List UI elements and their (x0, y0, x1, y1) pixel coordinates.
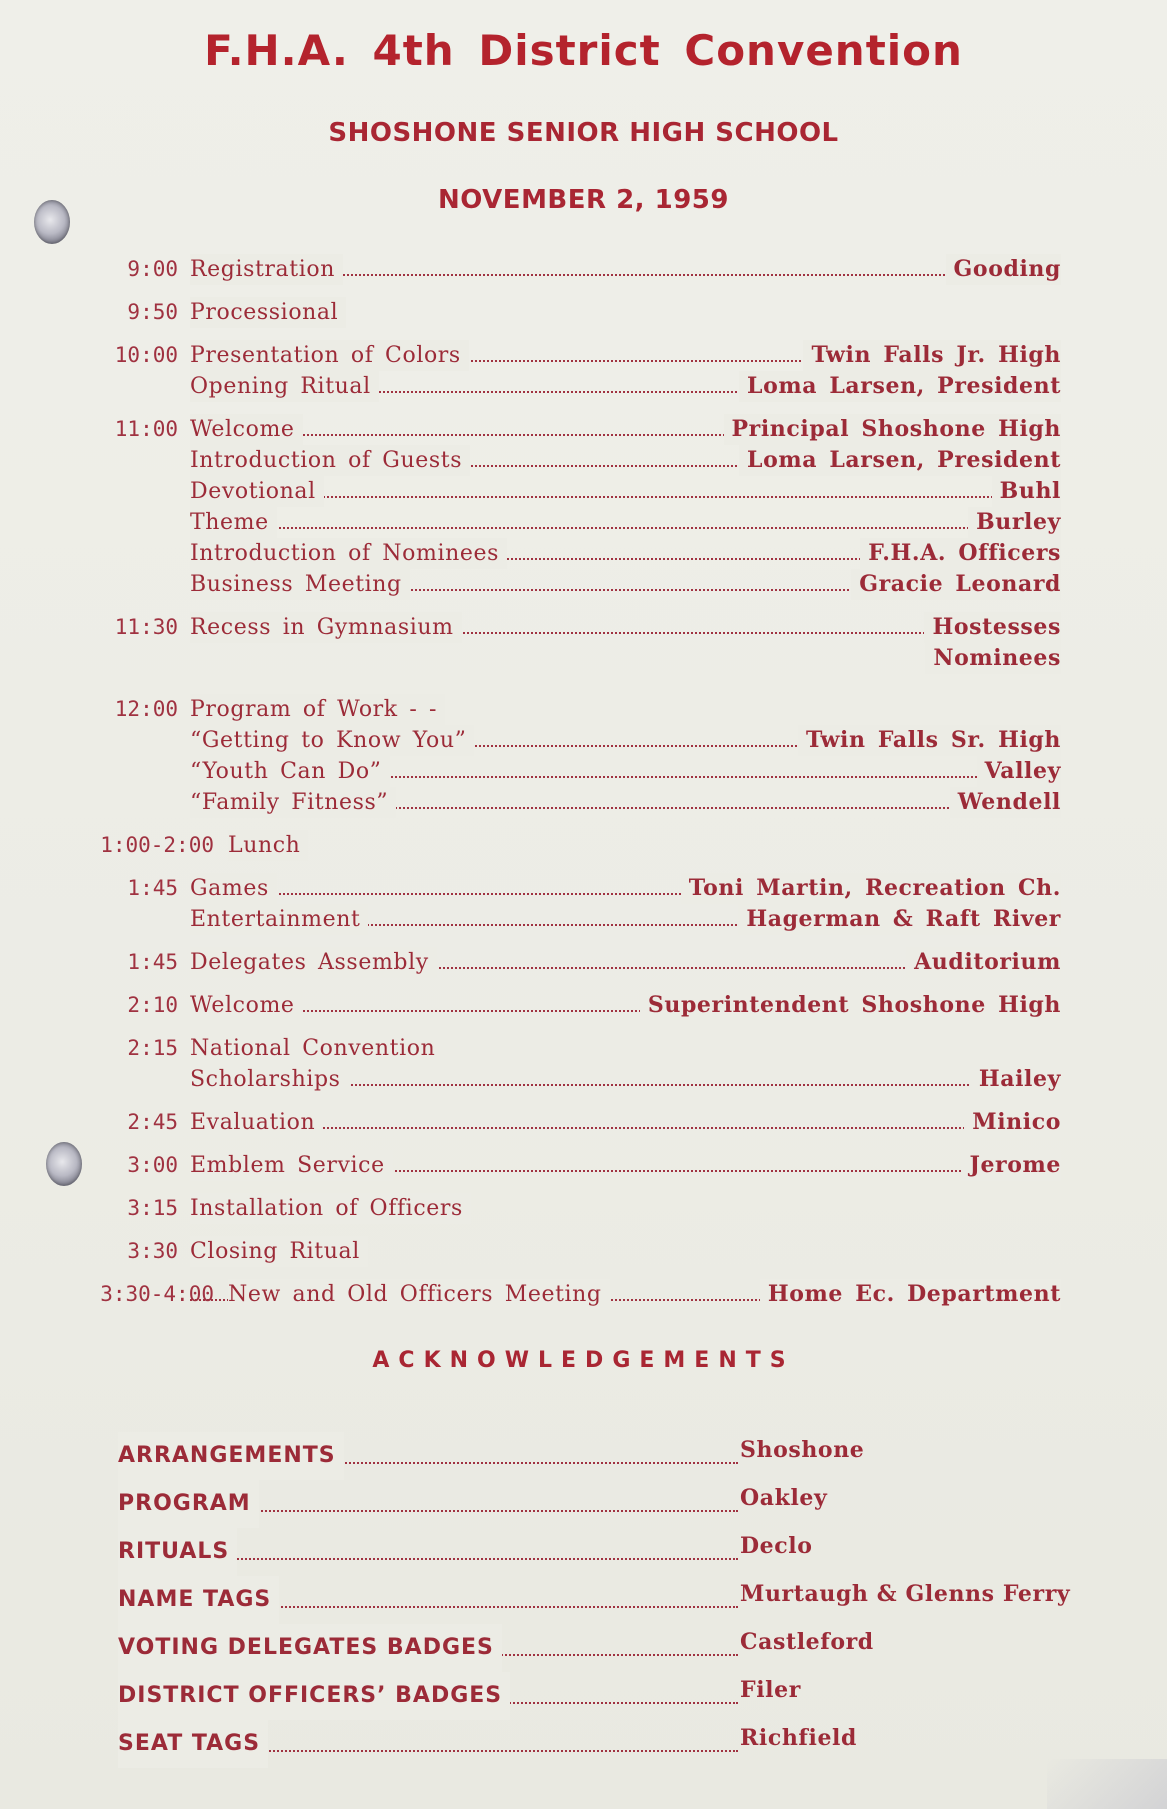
schedule-responsible: Twin Falls Jr. High (803, 340, 1061, 371)
acknowledgement-row (118, 1576, 1071, 1624)
page-title: F.H.A. 4th District Convention (204, 26, 963, 75)
acknowledgement-value: Castleford (740, 1629, 874, 1655)
schedule-responsible: Home Ec. Department (760, 1279, 1061, 1310)
punch-hole-icon (46, 1142, 82, 1186)
schedule-time: 1:45 (127, 950, 178, 974)
schedule-time: 11:30 (114, 615, 178, 639)
schedule-responsible: Burley (968, 507, 1061, 538)
schedule-row (96, 947, 1061, 978)
schedule-event: “Youth Can Do” (190, 756, 390, 787)
acknowledgements-list (118, 1432, 1071, 1768)
schedule-event: Evaluation (190, 1107, 323, 1138)
schedule-row (96, 725, 1061, 756)
schedule-row (96, 1064, 1061, 1095)
schedule-row (96, 694, 1061, 725)
schedule-responsible: F.H.A. Officers (860, 538, 1061, 569)
schedule-time: 3:30-4:00 (100, 1282, 214, 1306)
schedule-responsible: Gooding (946, 254, 1061, 285)
schedule-event: Installation of Officers (190, 1193, 471, 1224)
schedule-time: 1:45 (127, 876, 178, 900)
schedule-event: Opening Ritual (190, 371, 379, 402)
school-name: SHOSHONE SENIOR HIGH SCHOOL (328, 118, 839, 148)
schedule-time: 10:00 (114, 343, 178, 367)
schedule-event: National Convention (190, 1033, 443, 1064)
acknowledgement-value: Richfield (740, 1725, 857, 1751)
dot-leader (190, 527, 1061, 529)
acknowledgement-label: NAME TAGS (118, 1576, 279, 1624)
schedule-event: Program of Work - - (190, 694, 445, 725)
schedule-event: New and Old Officers Meeting (228, 1279, 610, 1310)
schedule-row (96, 904, 1061, 935)
schedule-time: 3:30 (127, 1239, 178, 1263)
schedule-row (96, 371, 1061, 402)
schedule-row (96, 340, 1061, 371)
schedule-event: Closing Ritual (190, 1236, 368, 1267)
schedule-responsible: Buhl (992, 476, 1061, 507)
schedule-responsible: Gracie Leonard (851, 569, 1061, 600)
schedule-event: Processional (190, 297, 346, 328)
schedule-row (96, 297, 1061, 328)
schedule-row (96, 873, 1061, 904)
schedule-event: “Getting to Know You” (190, 725, 474, 756)
schedule-row (96, 1279, 1061, 1310)
schedule-time: 9:50 (127, 300, 178, 324)
schedule-responsible: Toni Martin, Recreation Ch. (681, 873, 1061, 904)
schedule-row (96, 1193, 1061, 1224)
schedule-event: Recess in Gymnasium (190, 612, 462, 643)
schedule-event: Entertainment (190, 904, 368, 935)
schedule-responsible: Loma Larsen, President (739, 445, 1061, 476)
schedule-row (96, 538, 1061, 569)
schedule-time: 2:10 (127, 993, 178, 1017)
schedule-responsible: Hostesses (924, 612, 1061, 643)
schedule-responsible: Principal Shoshone High (724, 414, 1061, 445)
schedule-row (96, 787, 1061, 818)
acknowledgement-row (118, 1672, 1060, 1720)
schedule-row (96, 756, 1061, 787)
acknowledgement-label: RITUALS (118, 1528, 237, 1576)
schedule-event: Devotional (190, 476, 324, 507)
schedule-responsible: Minico (964, 1107, 1061, 1138)
schedule-responsible: Hailey (971, 1064, 1061, 1095)
acknowledgement-value: Oakley (740, 1485, 828, 1511)
schedule-responsible: Jerome (961, 1150, 1061, 1181)
schedule-responsible: Valley (977, 756, 1061, 787)
schedule-time: 9:00 (127, 257, 178, 281)
schedule-event: “Family Fitness” (190, 787, 396, 818)
schedule-row (96, 445, 1061, 476)
schedule-time: 12:00 (114, 697, 178, 721)
schedule-row (96, 1107, 1061, 1138)
acknowledgement-row (118, 1624, 1060, 1672)
page-corner-shadow (1047, 1759, 1167, 1809)
schedule-row (96, 414, 1061, 445)
schedule-row (96, 990, 1061, 1021)
schedule-event: Welcome (190, 414, 303, 445)
schedule-row (96, 1236, 1061, 1267)
acknowledgement-label: ARRANGEMENTS (118, 1432, 344, 1480)
schedule-event: Welcome (190, 990, 303, 1021)
acknowledgement-label: PROGRAM (118, 1480, 259, 1528)
acknowledgement-label: VOTING DELEGATES BADGES (118, 1624, 502, 1672)
acknowledgement-value: Murtaugh & Glenns Ferry (740, 1581, 1071, 1607)
acknowledgement-value: Shoshone (740, 1437, 865, 1463)
schedule-time: 3:00 (127, 1153, 178, 1177)
schedule-responsible: Twin Falls Sr. High (798, 725, 1061, 756)
schedule-event: Lunch (228, 830, 308, 861)
schedule-row (96, 830, 1061, 861)
schedule-time: 11:00 (114, 417, 178, 441)
schedule-row (96, 643, 1061, 674)
acknowledgement-label: DISTRICT OFFICERS’ BADGES (118, 1672, 510, 1720)
schedule-event: Presentation of Colors (190, 340, 469, 371)
schedule-event: Introduction of Nominees (190, 538, 507, 569)
schedule-responsible: Wendell (950, 787, 1061, 818)
schedule-responsible: Hagerman & Raft River (738, 904, 1061, 935)
schedule-event: Registration (190, 254, 343, 285)
schedule-event: Scholarships (190, 1064, 349, 1095)
schedule-responsible: Superintendent Shoshone High (640, 990, 1061, 1021)
schedule-row (96, 1033, 1061, 1064)
schedule-row (96, 507, 1061, 538)
acknowledgement-label: SEAT TAGS (118, 1720, 268, 1768)
schedule-responsible: Nominees (925, 643, 1061, 674)
event-date: NOVEMBER 2, 1959 (438, 185, 729, 215)
schedule-row (96, 569, 1061, 600)
schedule-event: Emblem Service (190, 1150, 393, 1181)
schedule-responsible: Loma Larsen, President (739, 371, 1061, 402)
schedule-event: Theme (190, 507, 277, 538)
schedule-event: Delegates Assembly (190, 947, 437, 978)
schedule (96, 254, 1061, 1310)
acknowledgement-value: Declo (740, 1533, 813, 1559)
schedule-row (96, 476, 1061, 507)
schedule-event: Business Meeting (190, 569, 410, 600)
schedule-row (96, 254, 1061, 285)
acknowledgement-row (118, 1432, 1060, 1480)
acknowledgement-value: Filer (740, 1677, 801, 1703)
schedule-event: Introduction of Guests (190, 445, 470, 476)
schedule-responsible: Auditorium (906, 947, 1061, 978)
schedule-time: 1:00-2:00 (100, 833, 214, 857)
schedule-row (96, 612, 1061, 643)
schedule-row (96, 1150, 1061, 1181)
acknowledgements-heading: ACKNOWLEDGEMENTS (372, 1348, 795, 1373)
acknowledgement-row (118, 1720, 1060, 1768)
schedule-time: 2:15 (127, 1036, 178, 1060)
schedule-time: 3:15 (127, 1196, 178, 1220)
schedule-event: Games (190, 873, 277, 904)
schedule-time: 2:45 (127, 1110, 178, 1134)
acknowledgement-row (118, 1528, 1060, 1576)
acknowledgement-row (118, 1480, 1060, 1528)
